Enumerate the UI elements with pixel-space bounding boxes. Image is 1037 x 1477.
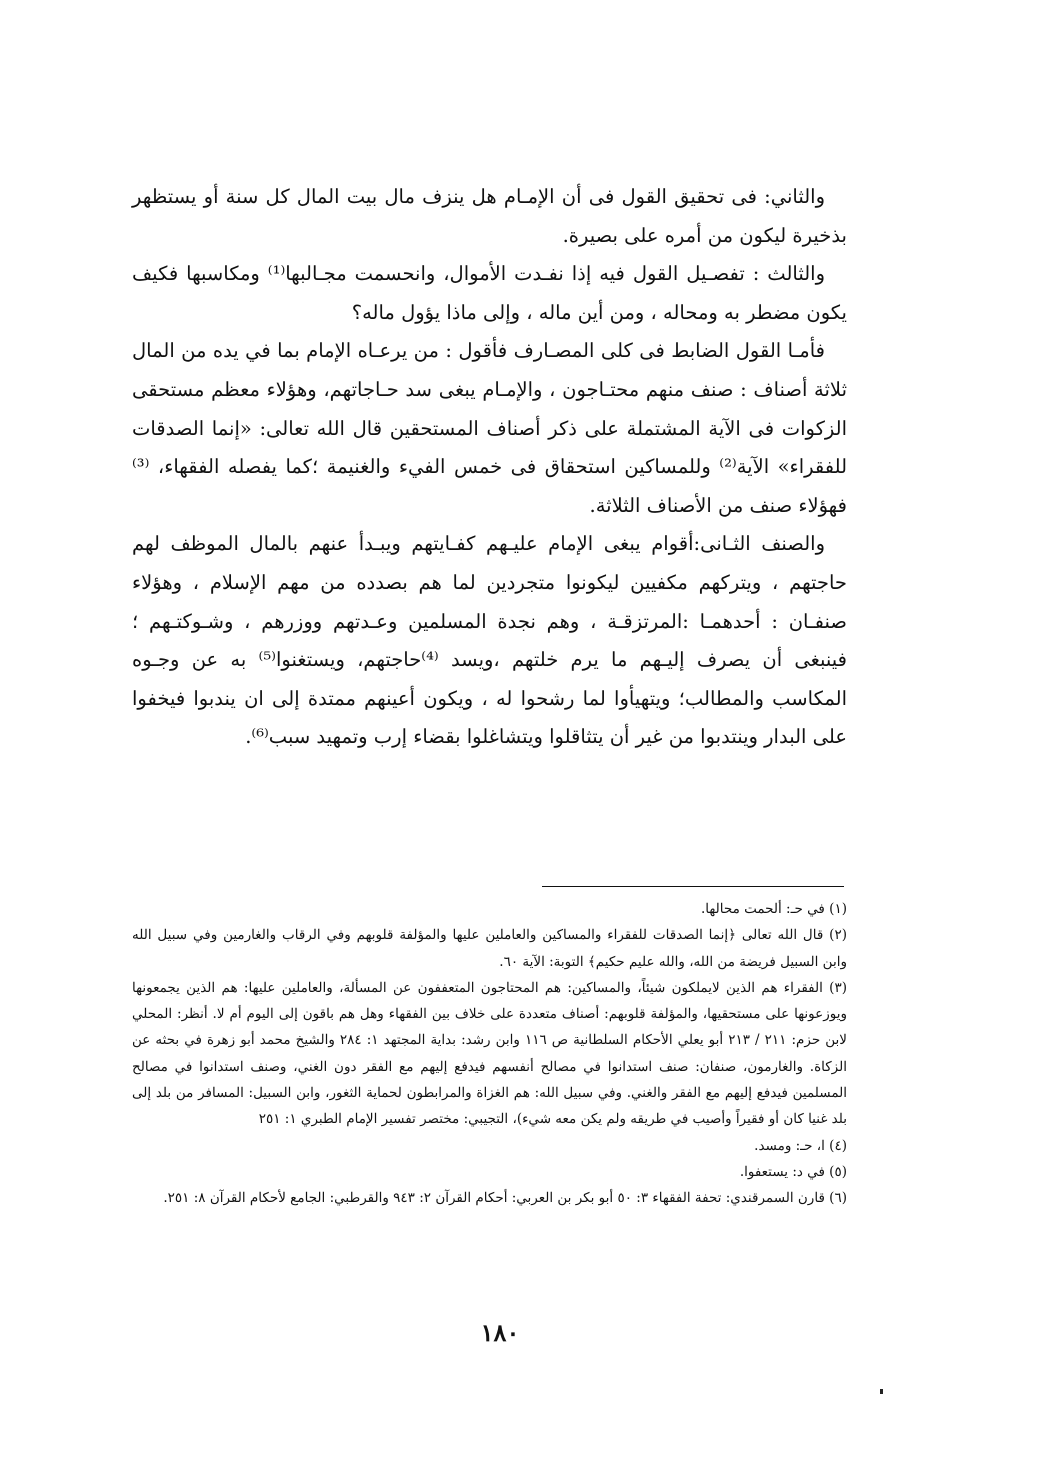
footnotes xyxy=(132,896,847,1212)
footnote-3: (٣) الفقراء هم الذين لايملكون شيئاً، والمساكين: هم المحتاجون المتعففون عن المسألة، والعاملين عليها: هم الذين يجمعونها ويوزعونها على مستحقيها، والمؤلفة قلوبهم: أصناف متعددة على خلاف بين الفقهاء وهل هم باقون إلى اليوم أم لا. أنظر: المحلي لابن حزم: ٢١١ / ٢١٣ أبو يعلي الأحكام السلطانية ص ١١٦ وابن رشد: بداية المجتهد ١: ٢٨٤ والشيخ محمد أبو زهرة في بحثه عن الزكاة. والغارمون، صنفان: صنف استدانوا في مصالح أنفسهم فيدفع إليهم مع الفقر دون الغني، وصنف استدانوا في مصالح المسلمين فيدفع إليهم مع الفقر والغني. وفي سبيل الله: هم الغزاة والمرابطون لحماية الثغور، وابن السبيل: المسافر من بلد إلى بلد غنيا كان أو فقيراً وأصيب في طريقه ولم يكن معه شيء)، التجيبي: مختصر تفسير الإمام الطبري ١: ٢٥١ xyxy=(132,979,847,1128)
footnote-2: (٢) قال الله تعالى ﴿إنما الصدقات للفقراء والمساكين والعاملين عليها والمؤلفة قلوبهم وفي الرقاب والغارمين وفي سبيل الله وابن السبيل فريضة من الله، والله عليم حكيم﴾ التوبة: الآية ٦٠. xyxy=(132,927,847,970)
footnote-5: (٥) في د: يستعفوا. xyxy=(739,1163,847,1180)
footnote-4: (٤) ا، حـ: ومسد. xyxy=(754,1137,847,1154)
scan-speck xyxy=(880,1389,883,1394)
paragraph-general-rule: فأمـا القول الضابط فى كلى المصـارف فأقول : من يرعـاه الإمام بما في يده من المال ثلاثة أصناف : صنف منهم محتـاجون ، والإمـام يبغى سد حـاجاتهم، وهؤلاء معظم مستحقى الزكوات فى الآية المشتملة على ذكر أصناف المستحقين قال الله تعالى: «إنما الصدقات للفقراء» الآية⁽²⁾ وللمساكين استحقاق فى خمس الفيء والغنيمة ؛كما يفصله الفقهاء، ⁽³⁾ فهؤلاء صنف من الأصناف الثلاثة. xyxy=(132,339,848,517)
footnote-6: (٦) قارن السمرقندي: تحفة الفقهاء ٣: ٥٠ أبو بكر بن العربي: أحكام القرآن ٢: ٩٤٣ والقرطبي: الجامع لأحكام القرآن ٨: ٢٥١. xyxy=(163,1190,847,1207)
footnote-3-4-row xyxy=(132,975,847,1133)
main-text xyxy=(132,178,847,757)
page-number: ١٨٠ xyxy=(480,1318,520,1347)
paragraph-second-point: والثاني: فى تحقيق القول فى أن الإمـام هل ينزف مال بيت المال كل سنة أو يستظهر بذخيرة ليكون من أمره على بصيرة. xyxy=(132,185,847,247)
footnote-divider xyxy=(542,886,844,887)
footnote-4-row xyxy=(132,1133,847,1159)
footnote-1: (١) في حـ: ألحمت محالها. xyxy=(701,901,847,917)
paragraph-second-category: والصنف الثـانى:أقوام يبغى الإمام عليـهم كفـايتهم ويبـدأ عنهم بالمال الموظف لهم حاجتهم ، ويتركهم مكفيين ليكونوا متجردين لما هم بصدده من مهم الإسلام ، وهؤلاء صنفـان : أحدهمـا :المرتزقـة ، وهم نجدة المسلمين وعـدتهم ووزرهم ، وشـوكتـهم ؛ فينبغى أن يصرف إليـهم ما يرم خلتهم ،ويسد ⁽⁴⁾حاجتهم، ويستغنوا⁽⁵⁾ به عن وجـوه المكاسب والمطالب؛ ويتهيأوا لما رشحوا له ، ويكون أعينهم ممتدة إلى ان يندبوا فيخفوا على البدار وينتدبوا من غير أن يتثاقلوا ويتشاغلوا بقضاء إرب وتمهيد سبب⁽⁶⁾. xyxy=(132,532,847,749)
paragraph-third-point: والثالث : تفصـيل القول فيه إذا نفـدت الأموال، وانحسمت مجـالبها⁽¹⁾ ومكاسبها فكيف يكون مضطر به ومحاله ، ومن أين ماله ، وإلى ماذا يؤول ماله؟ xyxy=(132,262,847,324)
